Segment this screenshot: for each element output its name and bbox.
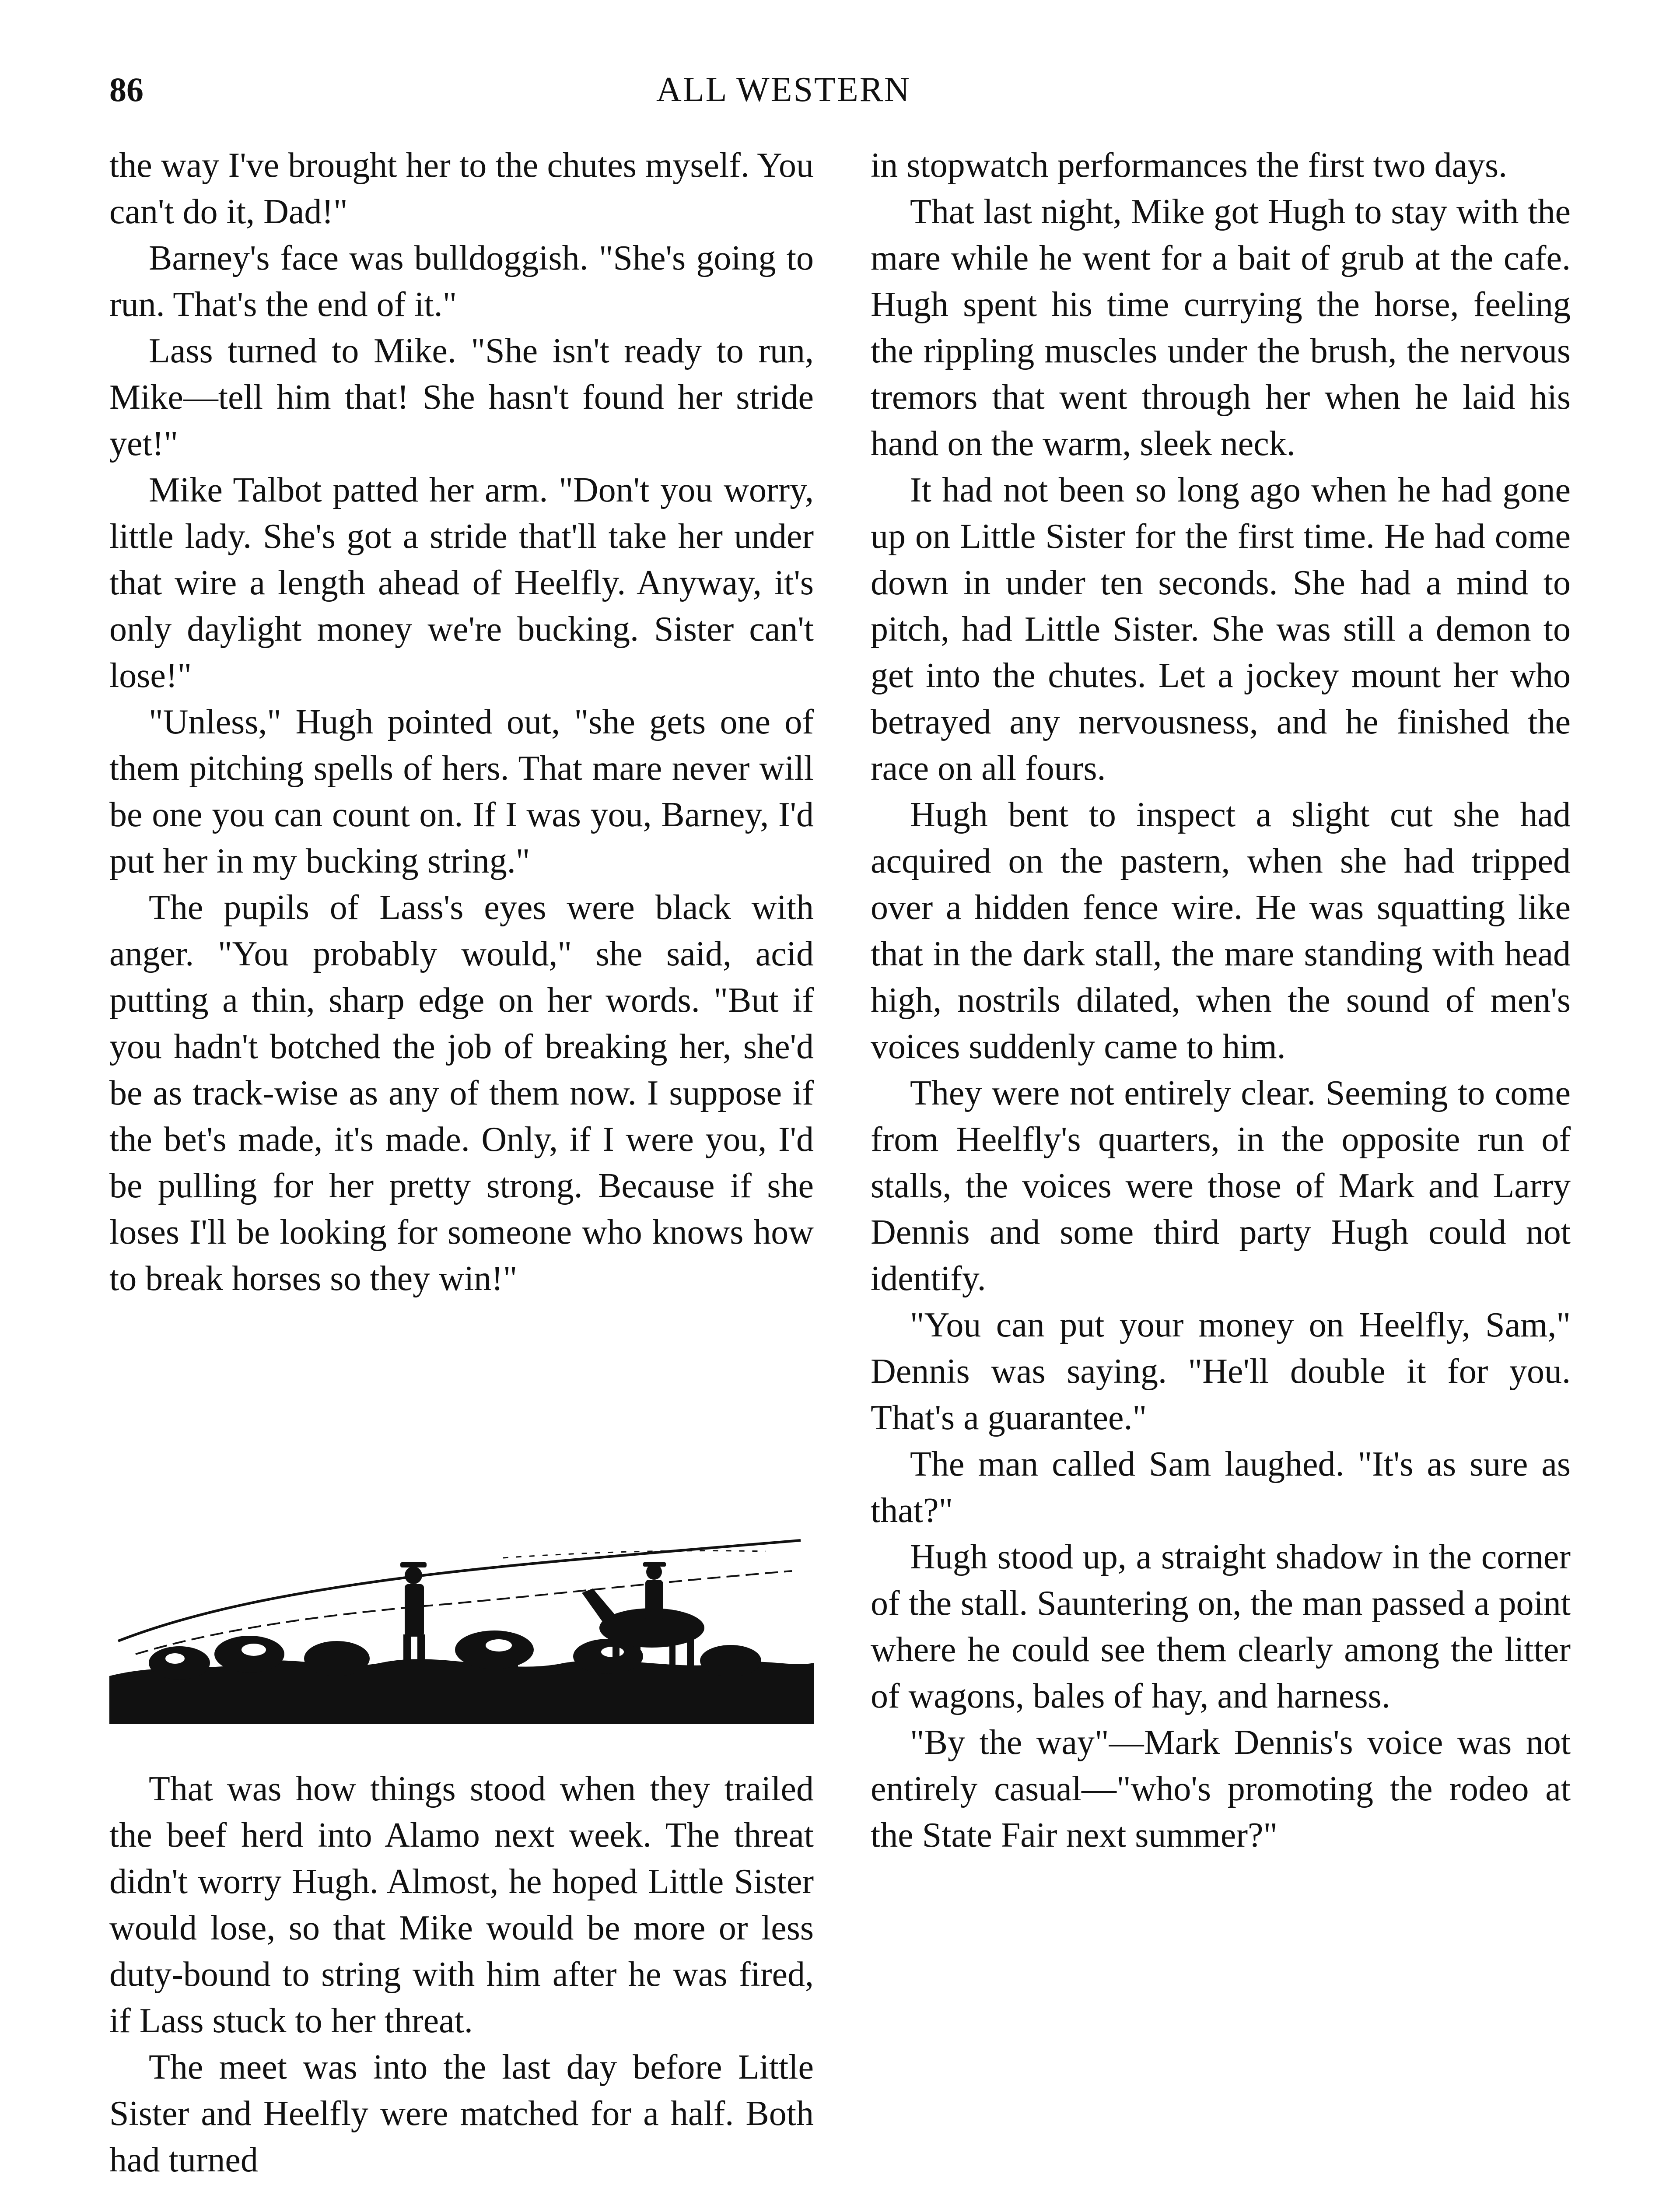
paragraph: Lass turned to Mike. "She isn't ready to run, Mike—tell him that! She hasn't found her stride yet!" <box>109 332 814 463</box>
paragraph: They were not entirely clear. Seeming to come from Heelfly's quarters, in the opposite run of stalls, the voices were those of Mark and Larry Dennis and some third party Hugh could not identify. <box>871 1074 1571 1298</box>
left-column-top <box>109 142 814 1302</box>
paragraph: "Unless," Hugh pointed out, "she gets one of them pitching spells of hers. That mare never will be one you can count on. If I was you, Barney, I'd put her in my bucking string." <box>109 703 814 880</box>
paragraph: Hugh bent to inspect a slight cut she had acquired on the pastern, when she had tripped over a hidden fence wire. He was squatting like that in the dark stall, the mare standing with head high, nostrils dilated, when the sound of men's voices suddenly came to him. <box>871 796 1571 1066</box>
paragraph: Barney's face was bulldoggish. "She's going to run. That's the end of it." <box>109 239 814 324</box>
paragraph: The man called Sam laughed. "It's as sure as that?" <box>871 1445 1571 1530</box>
paragraph: Mike Talbot patted her arm. "Don't you worry, little lady. She's got a stride that'll take her under that wire a length ahead of Heelfly. Anyway, it's only daylight money we're bucking. Sister can't lose!" <box>109 471 814 695</box>
running-head: ALL WESTERN <box>656 70 911 109</box>
paragraph: Hugh stood up, a straight shadow in the corner of the stall. Sauntering on, the man passed a point where he could see them clearly among the litter of wagons, bales of hay, and harness. <box>871 1538 1571 1715</box>
paragraph: It had not been so long ago when he had gone up on Little Sister for the first time. He had come down in under ten seconds. She had a mind to pitch, had Little Sister. She was still a demon to get into the chutes. Let a jockey mount her who betrayed any nervousness, and he finished the race on all fours. <box>871 471 1571 788</box>
paragraph: That was how things stood when they trailed the beef herd into Alamo next week. The threat didn't worry Hugh. Almost, he hoped Little Sister would lose, so that Mike would be more or less duty-bound to string with him after he was fired, if Lass stuck to her threat. <box>109 1770 814 2040</box>
paragraph: The pupils of Lass's eyes were black with anger. "You probably would," she said, acid putting a thin, sharp edge on her words. "But if you hadn't botched the job of breaking her, she'd be as track-wise as any of them now. I suppose if the bet's made, it's made. Only, if I were you, I'd be pulling for her pretty strong. Because if she loses I'll be looking for someone who knows how to break horses so they win!" <box>109 888 814 1298</box>
paragraph: That last night, Mike got Hugh to stay with the mare while he went for a bait of grub at the cafe. Hugh spent his time currying the horse, feeling the rippling muscles under the brush, the nervous tremors that went through her when he laid his hand on the warm, sleek neck. <box>871 193 1571 463</box>
paragraph: "By the way"—Mark Dennis's voice was not entirely casual—"who's promoting the rodeo at the State Fair next summer?" <box>871 1723 1571 1855</box>
left-column-bottom <box>109 1766 814 2183</box>
right-column <box>871 142 1571 1858</box>
paragraph: The meet was into the last day before Little Sister and Heelfly were matched for a half. Both had turned <box>109 2048 814 2179</box>
paragraph: "You can put your money on Heelfly, Sam," Dennis was saying. "He'll double it for you. That's a guarantee." <box>871 1306 1571 1437</box>
paragraph: in stopwatch performances the first two days. <box>871 146 1508 185</box>
page-number: 86 <box>109 70 144 109</box>
paragraph: the way I've brought her to the chutes myself. You can't do it, Dad!" <box>109 146 814 231</box>
cattle-drive-illustration <box>109 1532 814 1724</box>
